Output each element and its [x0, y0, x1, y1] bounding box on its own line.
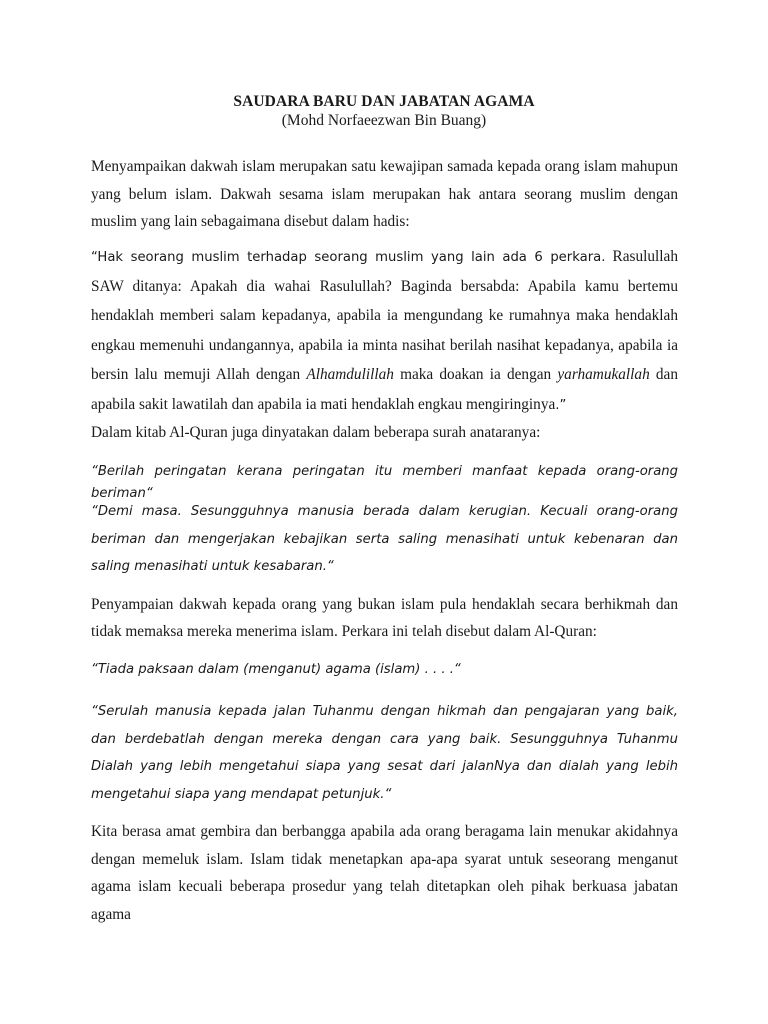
- hadith-part-1: “Hak seorang muslim terhadap seorang muslim yang lain ada 6 perkara.: [91, 250, 606, 265]
- paragraph-intro: Menyampaikan dakwah islam merupakan satu kewajipan samada kepada orang islam mahupun yang belum islam. Dakwah sesama islam merupakan hak antara seorang muslim dengan muslim yang lain sebagaimana disebut dalam hadis:: [91, 158, 678, 230]
- quran-quote-2: “Demi masa. Sesungguhnya manusia berada dalam kerugian. Kecuali orang-orang beriman dan mengerjakan kebajikan serta saling menasihati untuk kebenaran dan saling menasihati untuk kesabaran.“: [91, 504, 678, 574]
- hadith-term-alhamdulillah: Alhamdulillah: [306, 366, 394, 384]
- quran-quote-3: “Tiada paksaan dalam (menganut) agama (islam) . . . .“: [91, 662, 461, 677]
- hadith-part-4: dan apabila sakit lawatilah dan apabila ia mati hendaklah engkau mengiringinya: [91, 366, 678, 413]
- hadith-part-2: Rasulullah SAW ditanya: Apakah dia wahai Rasulullah? Baginda bersabda: Apabila kamu bertemu hendaklah memberi salam kepadanya, apabila ia mengundang ke rumahnya maka hendaklah engkau memenuhi undangannya, apabila ia minta nasihat berilah nasihat kepadanya, apabila ia bersin lalu memuji Allah dengan: [91, 248, 678, 384]
- hadith-part-3: maka doakan ia dengan: [393, 366, 558, 384]
- hadith-end: .”: [555, 397, 567, 413]
- quran-quote-4: “Serulah manusia kepada jalan Tuhanmu dengan hikmah dan pengajaran yang baik, dan berdebatlah dengan mereka dengan cara yang baik. Sesungguhnya Tuhanmu Dialah yang lebih mengetahui siapa yang sesat dari jalanNya dan dialah yang lebih mengetahui siapa yang mendapat petunjuk.“: [91, 704, 678, 802]
- hadith-term-yarhamukallah: yarhamukallah: [557, 366, 650, 384]
- paragraph-conversion: Kita berasa amat gembira dan berbangga apabila ada orang beragama lain menukar akidahnya dengan memeluk islam. Islam tidak menetapkan apa-apa syarat untuk seseorang menganut agama islam kecuali beberapa prosedur yang telah ditetapkan oleh pihak berkuasa jabatan agama: [91, 823, 678, 923]
- title-block: [0, 92, 768, 130]
- paragraph-quran-intro: Dalam kitab Al-Quran juga dinyatakan dalam beberapa surah anataranya:: [91, 424, 541, 441]
- quran-quote-1: “Berilah peringatan kerana peringatan itu memberi manfaat kepada orang-orang beriman“: [91, 464, 678, 501]
- document-author: (Mohd Norfaeezwan Bin Buang): [281, 112, 487, 129]
- document-title: SAUDARA BARU DAN JABATAN AGAMA: [233, 93, 535, 110]
- hadith-quote: [91, 243, 678, 421]
- paragraph-dakwah-nonmuslim: Penyampaian dakwah kepada orang yang bukan islam pula hendaklah secara berhikmah dan tidak memaksa mereka menerima islam. Perkara ini telah disebut dalam Al-Quran:: [91, 596, 678, 640]
